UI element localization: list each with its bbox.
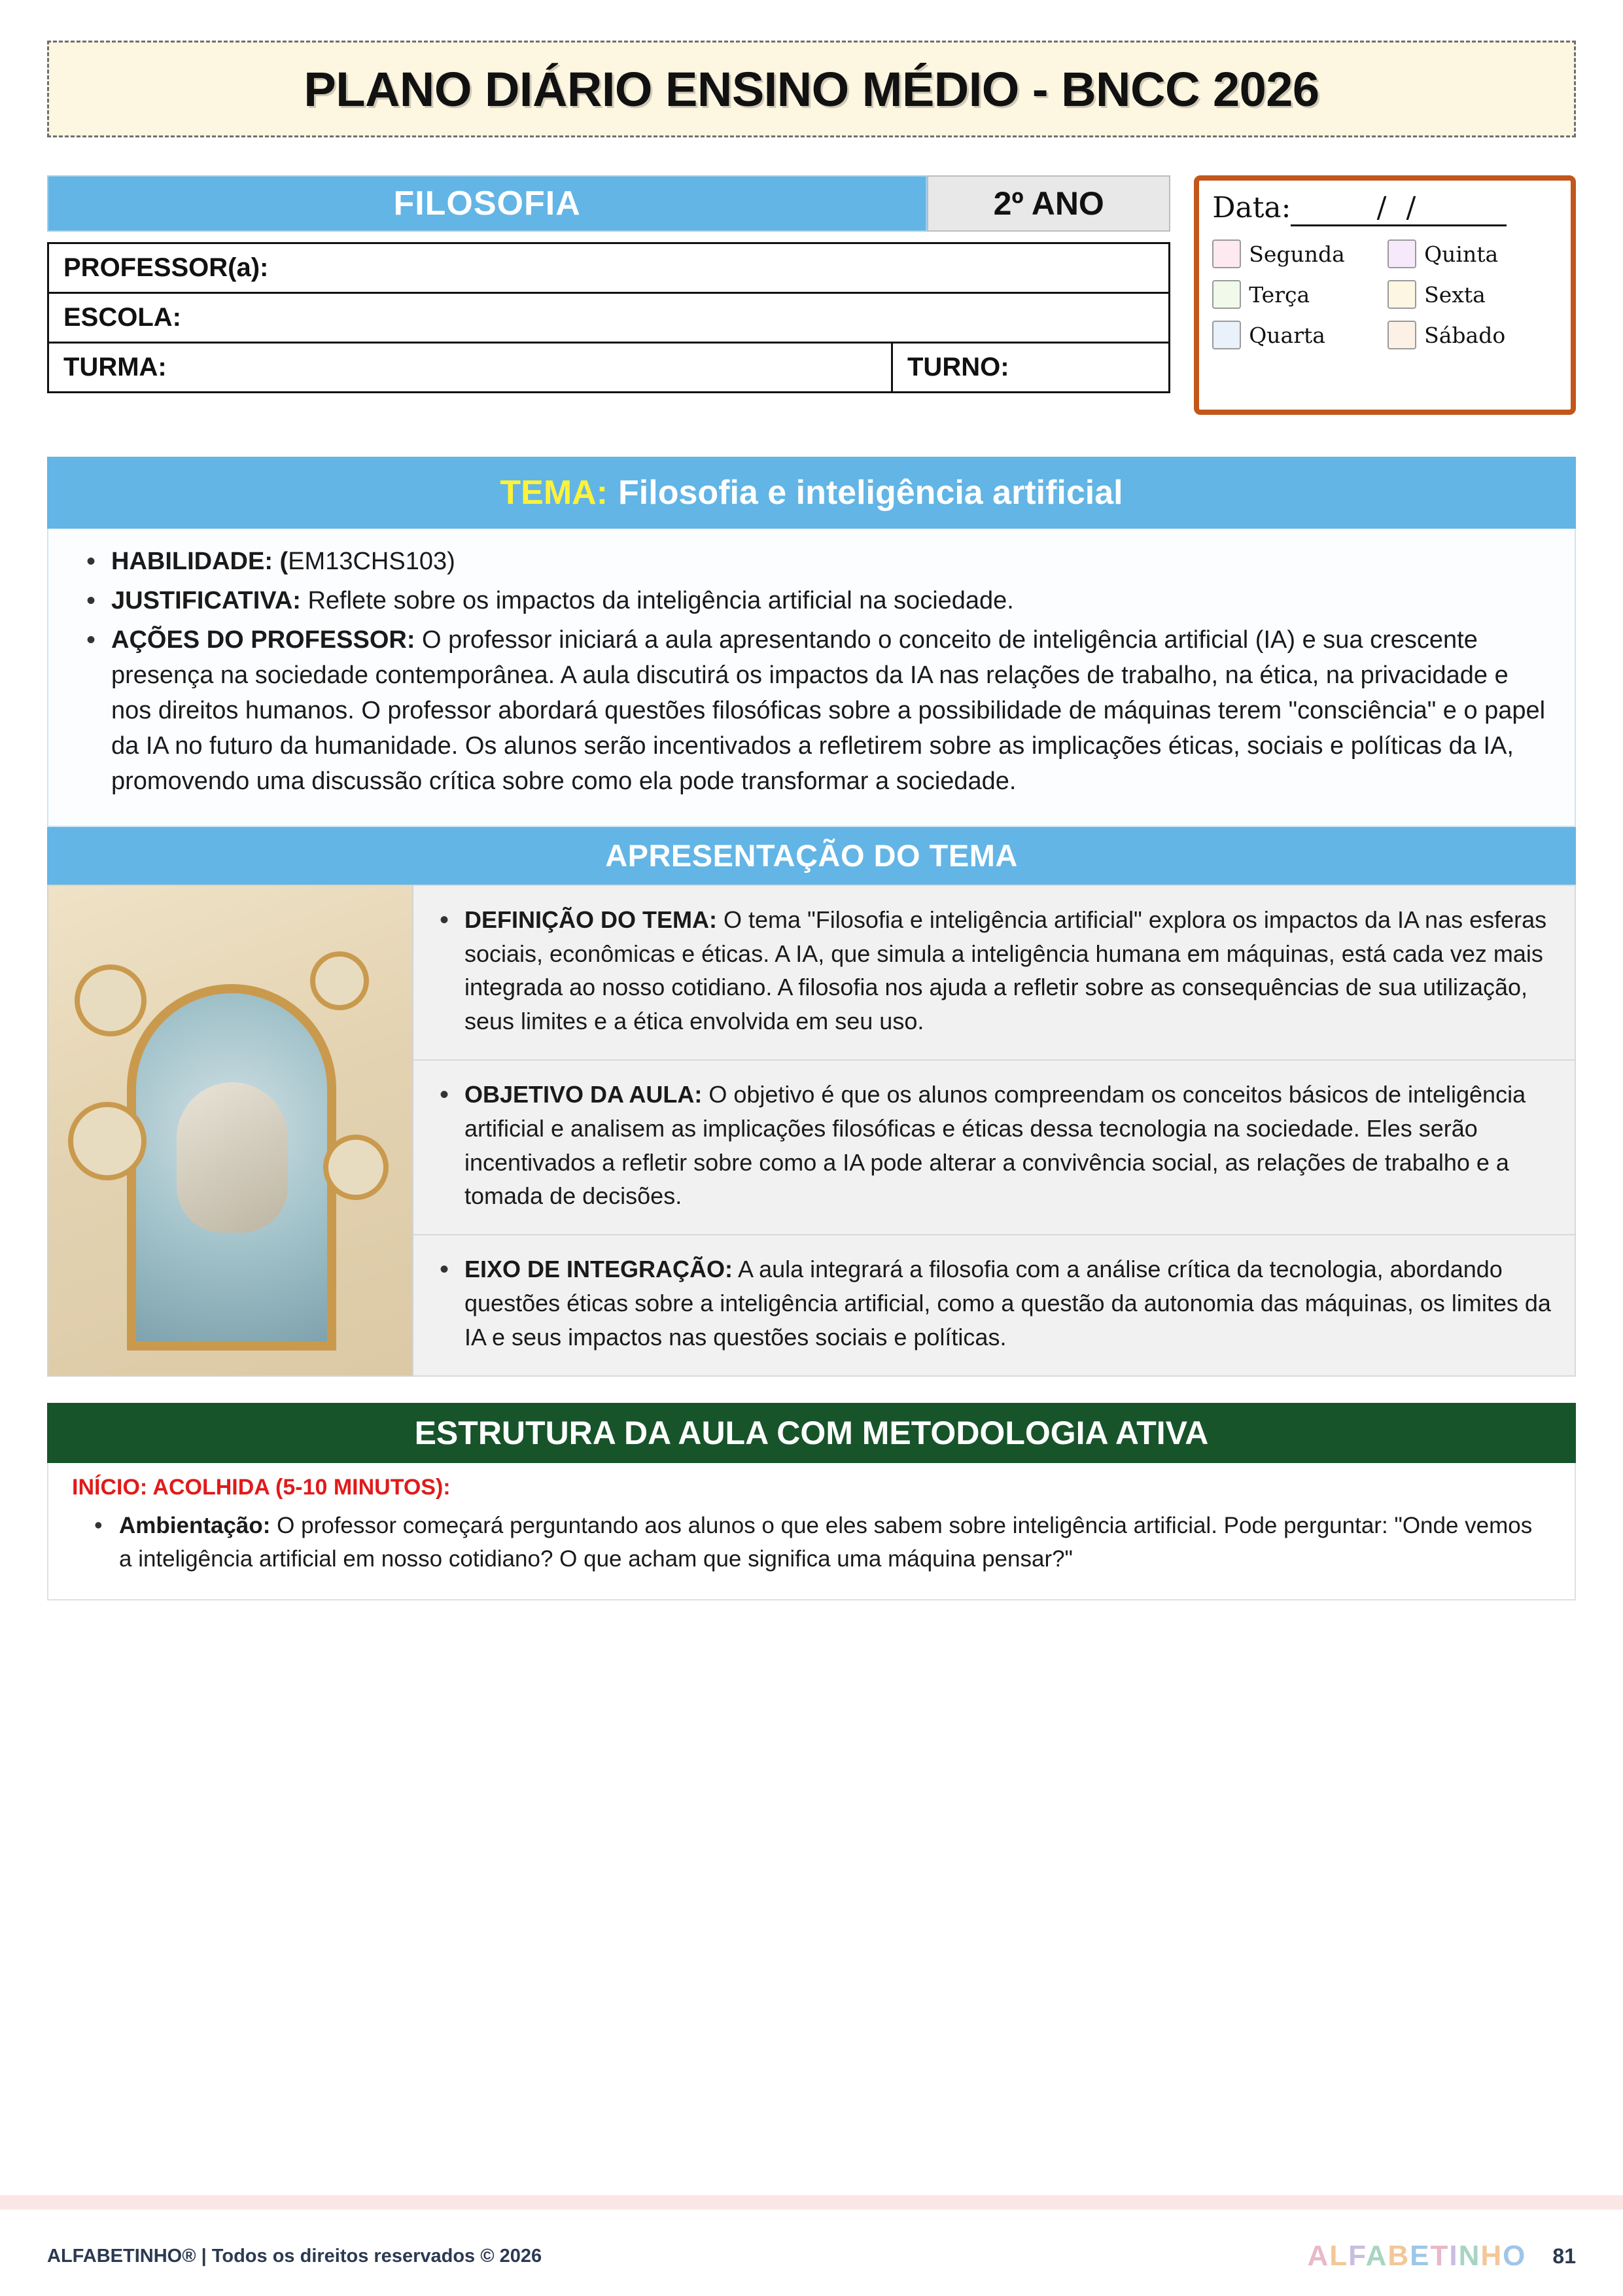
day-label: Sábado: [1424, 322, 1506, 348]
day-label: Terça: [1249, 281, 1310, 308]
estrutura-body: [47, 1463, 1576, 1601]
turno-field[interactable]: TURNO:: [907, 353, 1009, 381]
day-quinta[interactable]: [1387, 239, 1558, 268]
overview-text: O professor iniciará a aula apresentando o conceito de inteligência artificial (IA) e sua crescente presença na sociedade contemporânea. A aula discutirá os impactos da IA nas relações de trabalho, na ética, na privacidade e nos direitos humanos. O professor abordará questões filosóficas sobre a possibilidade de máquinas terem "consciência" e o papel da IA no futuro da humanidade. Os alunos serão incentivados a refletirem sobre as implicações éticas, sociais e políticas da IA, promovendo uma discussão crítica sobre como ela pode transformar a sociedade.: [111, 626, 1546, 795]
header-row: [47, 175, 1576, 415]
overview-text: EM13CHS103): [288, 548, 455, 575]
definicao-label: DEFINIÇÃO DO TEMA:: [464, 906, 717, 933]
table-row[interactable]: [49, 344, 1168, 393]
brand-logo: ALFABETINHO: [1307, 2240, 1527, 2272]
checkbox-icon[interactable]: [1387, 239, 1416, 268]
footer-copyright: ALFABETINHO® | Todos os direitos reservados © 2026: [47, 2245, 542, 2267]
turma-field[interactable]: TURMA:: [49, 344, 893, 391]
day-label: Segunda: [1249, 241, 1345, 267]
page-title: PLANO DIÁRIO ENSINO MÉDIO - BNCC 2026: [304, 62, 1319, 116]
apresentacao-cells: [413, 885, 1576, 1377]
overview-label: HABILIDADE: (: [111, 548, 288, 575]
date-value[interactable]: / /: [1291, 191, 1507, 226]
estrutura-banner: ESTRUTURA DA AULA COM METODOLOGIA ATIVA: [47, 1403, 1576, 1463]
overview-label: AÇÕES DO PROFESSOR:: [111, 626, 415, 654]
info-table: [47, 242, 1170, 393]
eixo-label: EIXO DE INTEGRAÇÃO:: [464, 1256, 733, 1283]
overview-block: [47, 529, 1576, 827]
ambientacao-label: Ambientação:: [119, 1512, 271, 1538]
checkbox-icon[interactable]: [1212, 239, 1241, 268]
checkbox-icon[interactable]: [1212, 280, 1241, 309]
header-left: [47, 175, 1170, 393]
day-sexta[interactable]: [1387, 280, 1558, 309]
overview-text: Reflete sobre os impactos da inteligência artificial na sociedade.: [300, 586, 1014, 614]
tema-banner: [47, 457, 1576, 529]
eixo-text: A aula integrará a filosofia com a análise crítica da tecnologia, abordando questões éticas sobre a inteligência artificial, como a questão da autonomia das máquinas, os limites da IA e seus impactos nas questões sociais e políticas.: [464, 1256, 1551, 1351]
date-box[interactable]: [1194, 175, 1576, 415]
footer-right: [1307, 2240, 1576, 2272]
ambientacao-text: O professor começará perguntando aos alunos o que eles sabem sobre inteligência artificial. Pode perguntar: "Onde vemos a inteligência artificial em nosso cotidiano? O que acham que significa uma máquina pensar?": [119, 1512, 1533, 1572]
page-number: 81: [1552, 2244, 1576, 2268]
objetivo-label: OBJETIVO DA AULA:: [464, 1080, 703, 1108]
eixo-cell: [413, 1235, 1576, 1376]
escola-field[interactable]: ESCOLA:: [63, 303, 181, 332]
objetivo-text: O objetivo é que os alunos compreendam os conceitos básicos de inteligência artificial e analisem as implicações filosóficas e éticas dessa tecnologia na sociedade. Eles serão incentivados a refletir sobre como a IA pode alterar a convivência social, as relações de trabalho e a tomada de decisões.: [464, 1080, 1526, 1210]
checkbox-icon[interactable]: [1387, 280, 1416, 309]
apresentacao-banner: APRESENTAÇÃO DO TEMA: [47, 827, 1576, 885]
definicao-text: O tema "Filosofia e inteligência artificial" explora os impactos da IA nas esferas sociais, econômicas e éticas. A IA, que simula a inteligência humana em máquinas, está cada vez mais integrada ao nosso cotidiano. A filosofia nos ajuda a refletir sobre as consequências de sua utilização, seus limites e a ética envolvida em seu uso.: [464, 906, 1547, 1035]
subject-box: FILOSOFIA: [47, 175, 927, 232]
subject-row: [47, 175, 1170, 232]
day-label: Sexta: [1424, 281, 1486, 308]
year-box: 2º ANO: [927, 175, 1170, 232]
list-item: [75, 584, 1548, 619]
definicao-cell: [413, 885, 1576, 1061]
date-label: Data:: [1212, 191, 1291, 224]
day-segunda[interactable]: [1212, 239, 1382, 268]
objetivo-cell: [413, 1061, 1576, 1235]
list-item: [430, 1078, 1551, 1213]
day-terca[interactable]: [1212, 280, 1382, 309]
day-quarta[interactable]: [1212, 321, 1382, 349]
day-label: Quinta: [1424, 241, 1499, 267]
page-title-banner: [47, 41, 1576, 137]
table-row[interactable]: [49, 294, 1168, 344]
checkbox-icon[interactable]: [1212, 321, 1241, 349]
list-item: [430, 903, 1551, 1038]
apresentacao-body: [47, 885, 1576, 1377]
list-item: [75, 544, 1548, 580]
date-line: [1212, 191, 1558, 226]
inicio-label: INÍCIO: ACOLHIDA (5-10 MINUTOS):: [72, 1474, 451, 1500]
table-row[interactable]: [49, 244, 1168, 294]
checkbox-icon[interactable]: [1387, 321, 1416, 349]
professor-field[interactable]: PROFESSOR(a):: [63, 253, 269, 282]
overview-label: JUSTIFICATIVA:: [111, 586, 301, 614]
list-item: [72, 1510, 1548, 1576]
footer: [0, 2240, 1623, 2272]
day-sabado[interactable]: [1387, 321, 1558, 349]
illustration-image: [47, 885, 413, 1377]
tema-label: TEMA:: [500, 474, 608, 512]
list-item: [75, 623, 1548, 800]
days-grid: [1212, 239, 1558, 349]
day-label: Quarta: [1249, 322, 1325, 348]
footer-band: [0, 2195, 1623, 2210]
list-item: [430, 1252, 1551, 1354]
tema-value: Filosofia e inteligência artificial: [618, 474, 1123, 512]
